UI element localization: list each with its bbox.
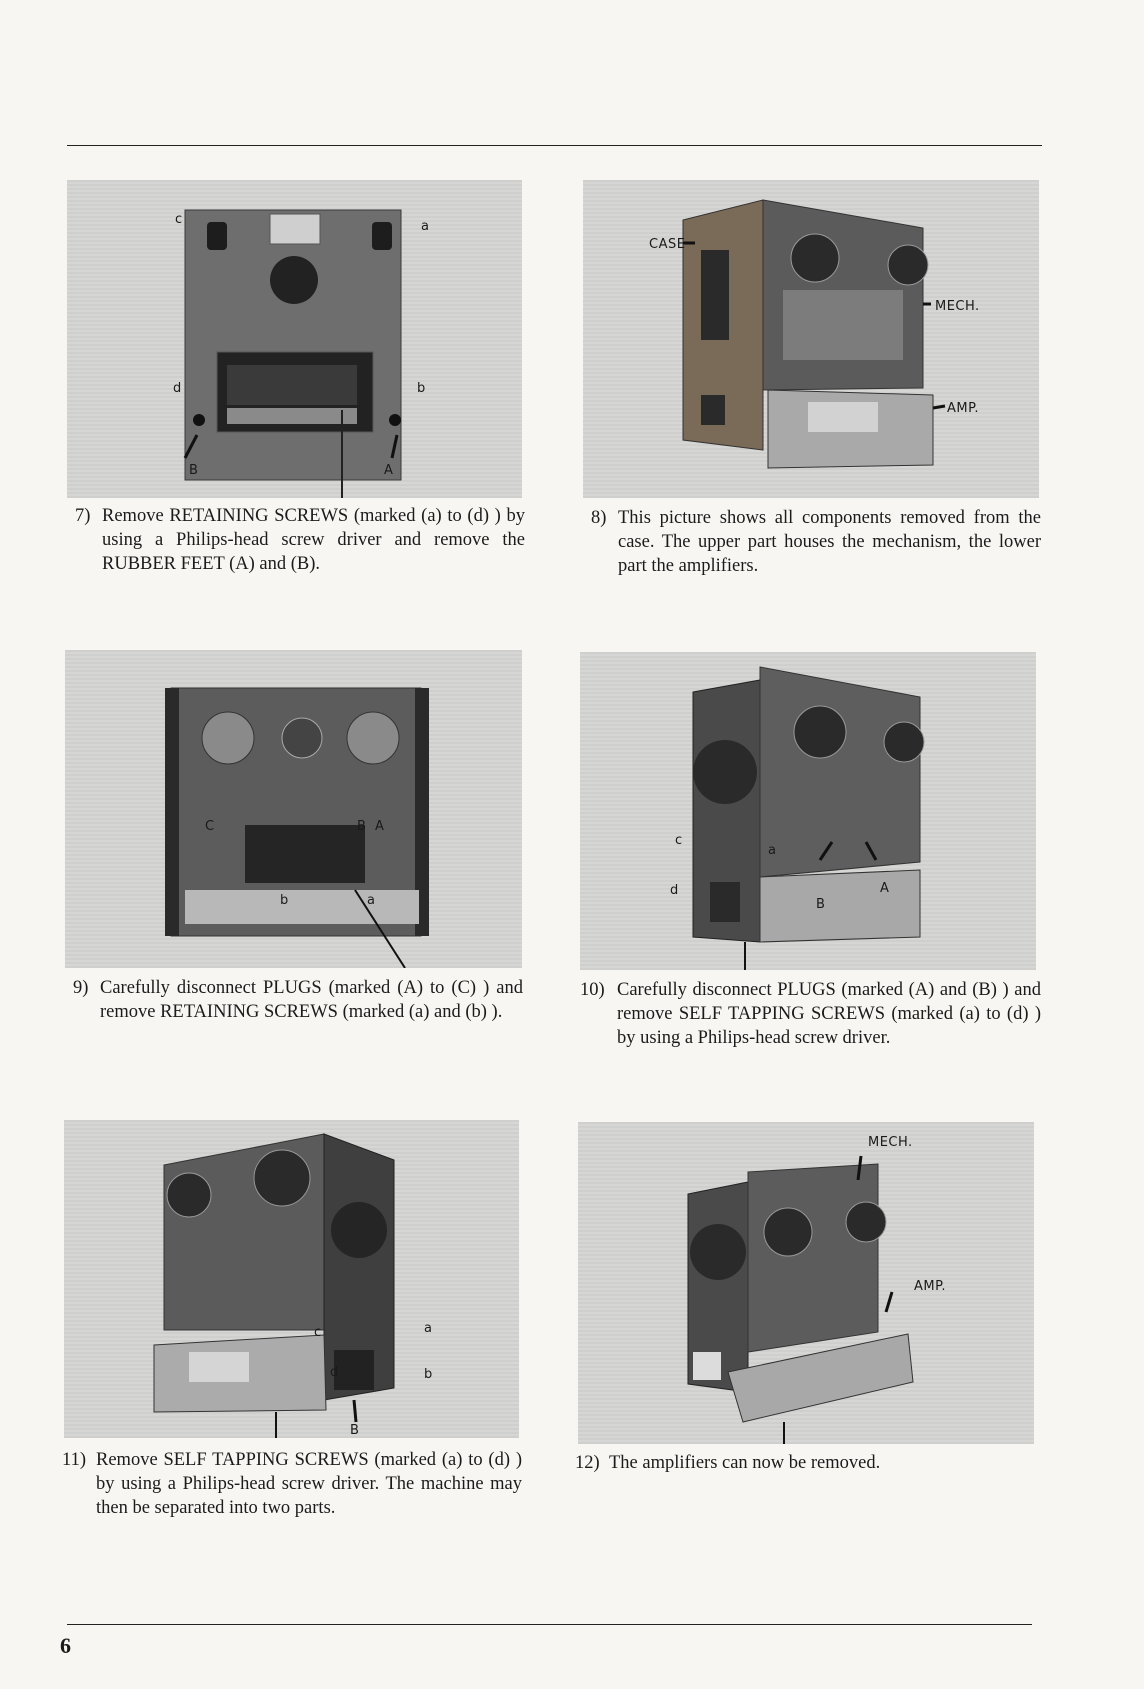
fig9-label-B: B: [357, 819, 367, 834]
top-rule: [67, 145, 1042, 146]
figure-12-text: The amplifiers can now be removed.: [609, 1453, 881, 1473]
figure-12-photo: [578, 1122, 1034, 1444]
figure-10-text: Carefully disconnect PLUGS (marked (A) and (B) ) and remove SELF TAPPING SCREWS (marked (a) to (d) ) by using a Philips-head screw driver.: [617, 980, 1041, 1048]
figure-11-caption: [62, 1448, 522, 1520]
figure-9-photo: [65, 650, 522, 968]
figure-9-text: Carefully disconnect PLUGS (marked (A) to (C) ) and remove RETAINING SCREWS (marked (a) and (b) ).: [100, 978, 523, 1022]
figure-11-text: Remove SELF TAPPING SCREWS (marked (a) to (d) ) by using a Philips-head screw driver. The machine may then be separated into two parts.: [96, 1450, 522, 1518]
fig7-label-d: d: [173, 381, 182, 396]
fig9-label-C: C: [205, 819, 215, 834]
figure-7-number: 7): [75, 506, 91, 526]
fig10-label-a: a: [768, 843, 777, 858]
fig9-label-b: b: [280, 893, 289, 908]
fig9-label-A: A: [375, 819, 385, 834]
figure-9-number: 9): [73, 978, 89, 998]
figure-11-photo: [64, 1120, 519, 1438]
fig11-label-a: a: [424, 1321, 433, 1336]
fig11-label-b: b: [424, 1367, 433, 1382]
fig10-label-B: B: [816, 897, 826, 912]
fig7-label-b: b: [417, 381, 426, 396]
figure-7-text: Remove RETAINING SCREWS (marked (a) to (d) ) by using a Philips-head screw driver and remove the RUBBER FEET (A) and (B).: [102, 506, 525, 574]
figure-8-text: This picture shows all components removed from the case. The upper part houses the mechanism, the lower part the amplifiers.: [618, 508, 1041, 576]
figure-10-caption: [580, 978, 1041, 1050]
figure-8-photo: [583, 180, 1039, 498]
fig7-label-B: B: [189, 463, 199, 478]
fig7-label-c: c: [175, 212, 183, 227]
fig11-label-c: c: [314, 1325, 322, 1340]
fig8-label-amp: AMP.: [947, 401, 980, 416]
fig10-label-A: A: [880, 881, 890, 896]
fig11-label-B: B: [350, 1423, 360, 1438]
fig11-label-d: d: [330, 1365, 339, 1380]
bottom-rule: [67, 1624, 1032, 1625]
fig10-label-d: d: [670, 883, 679, 898]
figure-8-number: 8): [591, 508, 607, 528]
figure-12-caption: [575, 1451, 1035, 1475]
figure-7-photo: [67, 180, 522, 498]
fig10-label-c: c: [675, 833, 683, 848]
fig8-label-mech: MECH.: [935, 299, 980, 314]
fig12-label-amp: AMP.: [914, 1279, 947, 1294]
fig9-label-a: a: [367, 893, 376, 908]
figure-8-caption: [591, 506, 1041, 578]
fig8-label-case: CASE: [649, 237, 686, 252]
figure-11-number: 11): [62, 1450, 86, 1470]
figure-12-number: 12): [575, 1453, 600, 1473]
figure-9-caption: [73, 976, 523, 1024]
fig12-label-mech: MECH.: [868, 1135, 913, 1150]
figure-10-number: 10): [580, 980, 605, 1000]
figure-7-caption: [75, 504, 525, 576]
figure-10-photo: [580, 652, 1036, 970]
page-number: 6: [60, 1633, 71, 1658]
fig7-label-A: A: [384, 463, 394, 478]
fig7-label-a: a: [421, 219, 430, 234]
